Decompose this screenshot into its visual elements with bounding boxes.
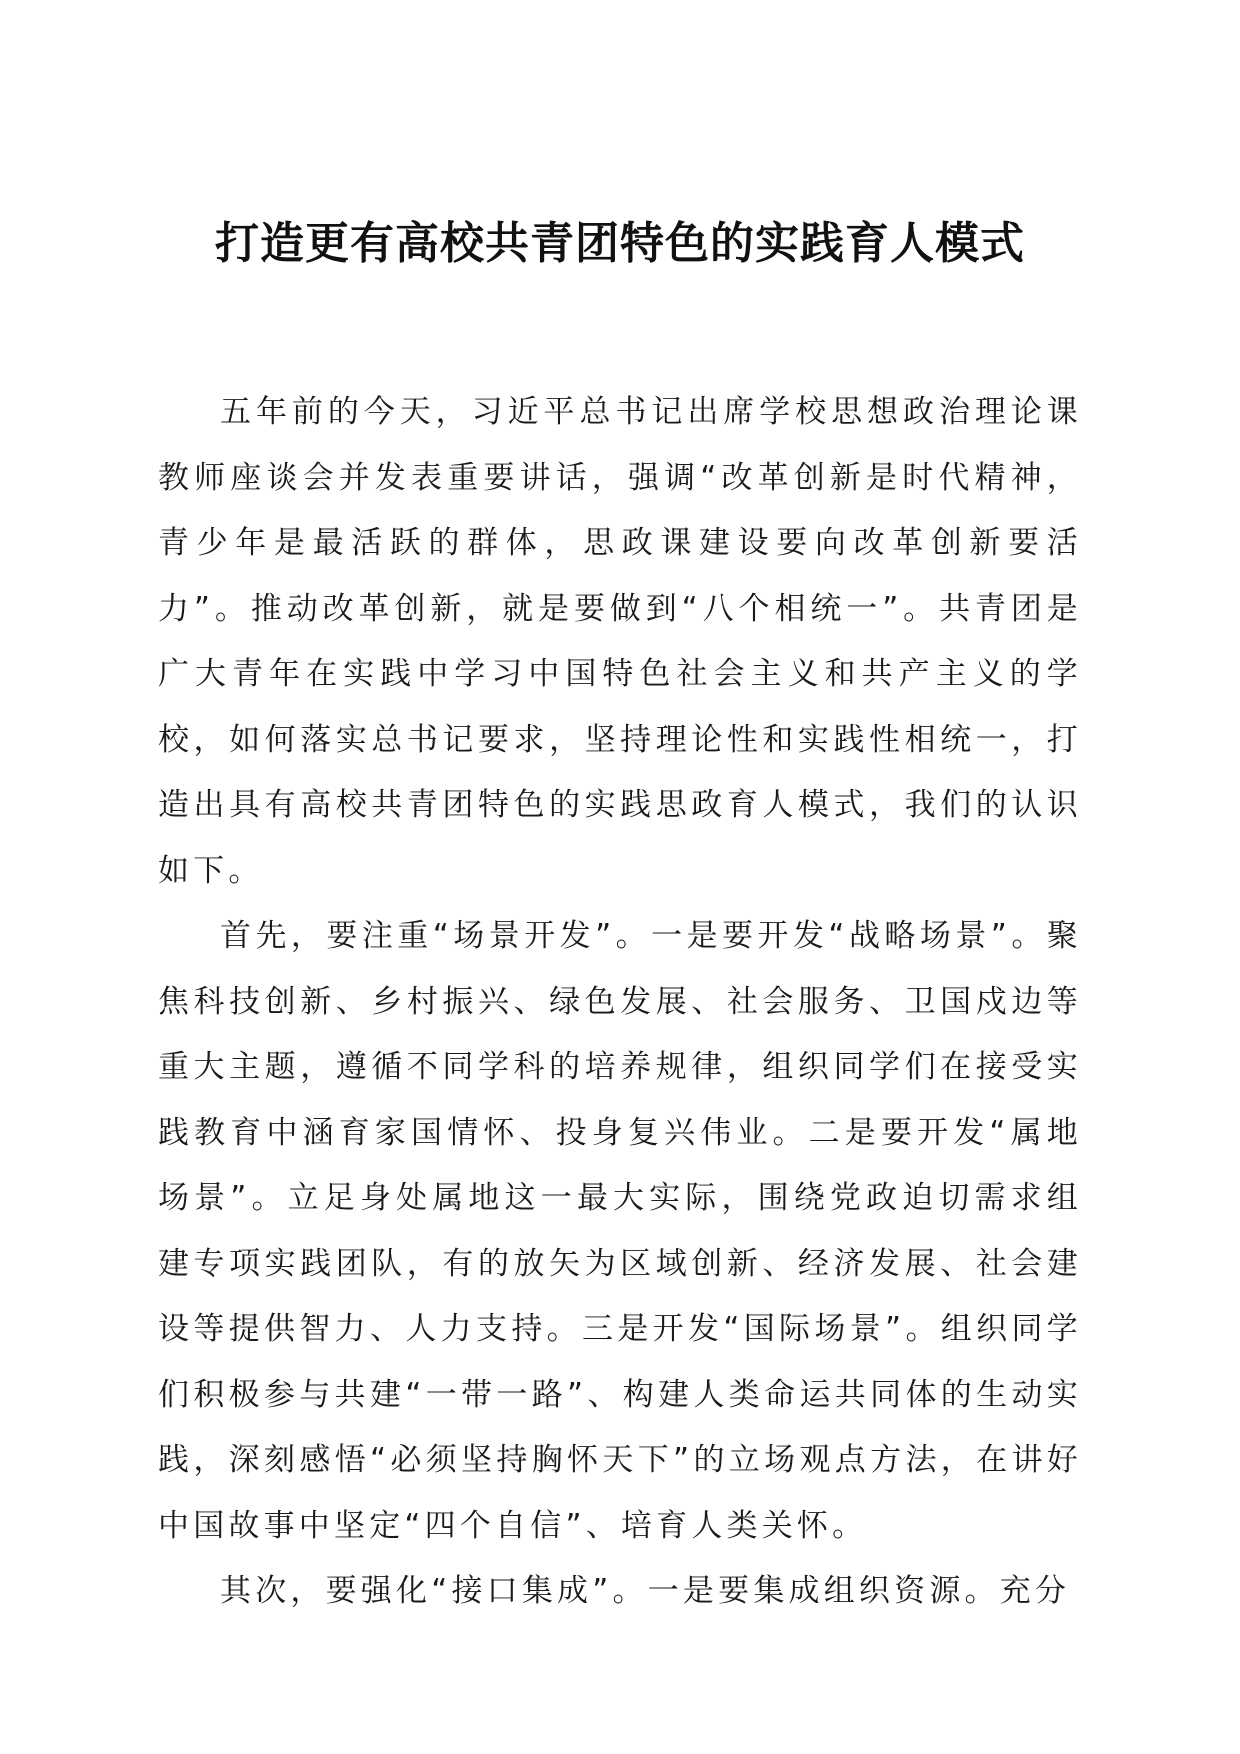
document-body (158, 380, 1082, 1625)
document-title: 打造更有高校共青团特色的实践育人模式 (215, 218, 1025, 269)
paragraph-interface-integration: 其次，要强化“接口集成”。一是要集成组织资源。充分 (220, 1573, 1071, 1609)
paragraph-scene-development: 首先，要注重“场景开发”。一是要开发“战略场景”。聚焦科技创新、乡村振兴、绿色发展、社会服务、卫国戍边等重大主题，遵循不同学科的培养规律，组织同学们在接受实践教育中涵育家国情怀、投身复兴伟业。二是要开发“属地场景”。立足身处属地这一最大实际，围绕党政迫切需求组建专项实践团队，有的放矢为区域创新、经济发展、社会建设等提供智力、人力支持。三是开发“国际场景”。组织同学们积极参与共建“一带一路”、构建人类命运共同体的生动实践，深刻感悟“必须坚持胸怀天下”的立场观点方法，在讲好中国故事中坚定“四个自信”、培育人类关怀。 (158, 918, 1082, 1544)
paragraph-intro: 五年前的今天，习近平总书记出席学校思想政治理论课教师座谈会并发表重要讲话，强调“改革创新是时代精神，青少年是最活跃的群体，思政课建设要向改革创新要活力”。推动改革创新，就是要做到“八个相统一”。共青团是广大青年在实践中学习中国特色社会主义和共产主义的学校，如何落实总书记要求，坚持理论性和实践性相统一，打造出具有高校共青团特色的实践思政育人模式，我们的认识如下。 (158, 394, 1082, 889)
